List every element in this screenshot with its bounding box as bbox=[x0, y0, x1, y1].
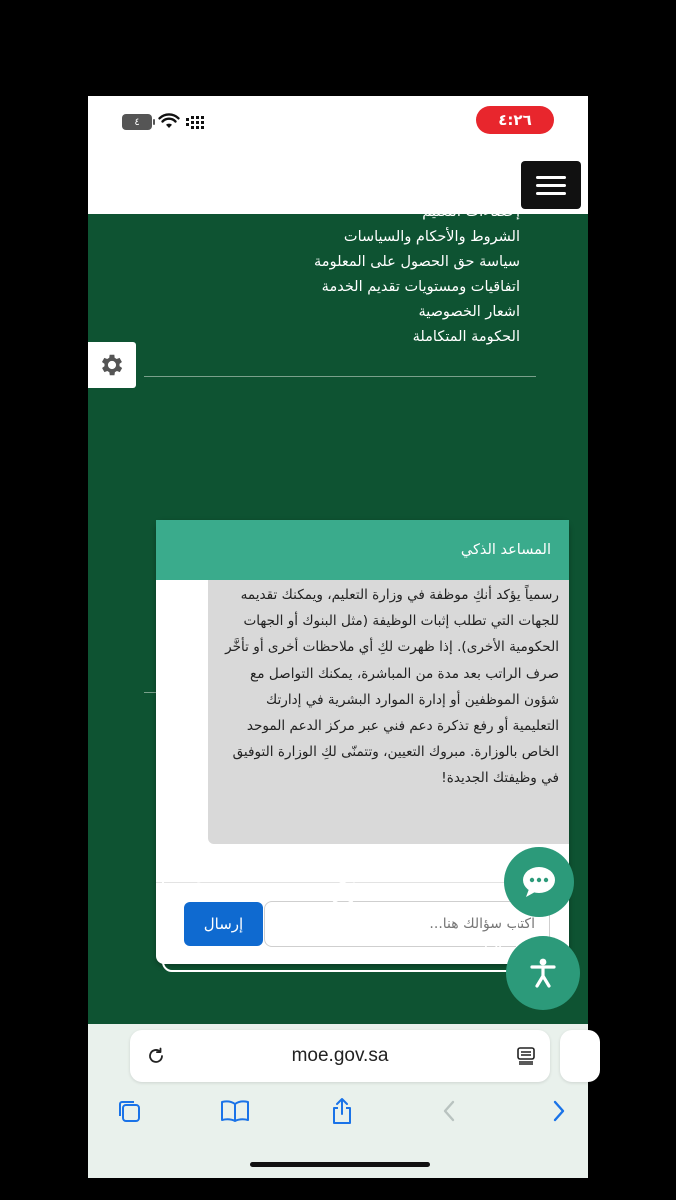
menu-line-icon bbox=[536, 184, 566, 187]
chat-header bbox=[156, 520, 569, 580]
registered-on-label: Registered on bbox=[180, 869, 261, 883]
footer-link-privacy-notice[interactable]: اشعار الخصوصية bbox=[418, 304, 520, 320]
browser-toolbar bbox=[88, 1092, 588, 1132]
status-icons bbox=[122, 114, 206, 130]
footer-links bbox=[314, 204, 520, 350]
accessibility-button[interactable] bbox=[506, 936, 580, 1010]
footer-divider bbox=[144, 376, 536, 377]
send-button[interactable]: إرسال bbox=[184, 902, 263, 946]
footer-link-terms[interactable]: الشروط والأحكام والسياسات bbox=[343, 229, 520, 245]
chat-bubble-icon bbox=[519, 864, 559, 900]
status-bar bbox=[88, 96, 588, 148]
registered-on-label-ar: مسجلة لدى bbox=[441, 868, 498, 882]
chevron-left-icon bbox=[441, 1099, 457, 1123]
chat-messages[interactable] bbox=[156, 580, 569, 882]
back-button[interactable] bbox=[434, 1096, 464, 1126]
battery-icon bbox=[122, 114, 152, 130]
tabs-icon bbox=[116, 1098, 142, 1124]
dga-name-ar: هيئـة الحكومة الرقميـة bbox=[283, 918, 401, 933]
check-circle-icon bbox=[484, 940, 502, 958]
share-button[interactable] bbox=[327, 1096, 357, 1126]
footer-link-education-stats[interactable]: إحصاءات التعليم bbox=[422, 204, 520, 220]
gear-icon bbox=[98, 351, 126, 379]
phone-screen bbox=[88, 96, 588, 1178]
dga-registration-number: 20231207530 bbox=[311, 956, 373, 967]
url-text: moe.gov.sa bbox=[291, 1045, 389, 1066]
tabs-button[interactable] bbox=[114, 1096, 144, 1126]
dga-registration-badge[interactable] bbox=[162, 854, 518, 972]
settings-button[interactable] bbox=[88, 342, 136, 388]
address-bar[interactable] bbox=[130, 1030, 550, 1082]
accessibility-icon bbox=[526, 956, 560, 990]
menu-line-icon bbox=[536, 176, 566, 179]
footer-link-info-access-policy[interactable]: سياسة حق الحصول على المعلومة bbox=[314, 254, 520, 270]
dga-name-en: Digital Government Authority bbox=[281, 936, 403, 947]
battery-level: ٤ bbox=[134, 116, 140, 128]
forward-button[interactable] bbox=[544, 1096, 574, 1126]
chat-title: المساعد الذكي bbox=[460, 542, 551, 558]
hamburger-menu-button[interactable] bbox=[521, 161, 581, 209]
dga-logo-icon bbox=[326, 862, 360, 906]
cellular-signal-icon bbox=[186, 115, 206, 129]
bookmarks-button[interactable] bbox=[220, 1096, 250, 1126]
footer-section bbox=[88, 204, 588, 1024]
next-tab-preview[interactable] bbox=[560, 1030, 600, 1082]
chevron-right-icon bbox=[551, 1099, 567, 1123]
reader-mode-icon[interactable] bbox=[516, 1047, 536, 1065]
book-icon bbox=[220, 1099, 250, 1123]
bot-message: رسمياً يؤكد أنكِ موظفة في وزارة التعليم، ويمكنك تقديمه للجهات التي تطلب إثبات الوظيفة (مثل البنوك أو الجهات الحكومية الأخرى). إذا ظهرت لكِ أي ملاحظات أخرى أو تأخَّر صرف الراتب بعد مدة من المباشرة، يمكنك التواصل مع شؤون الموظفين أو إدارة الموارد البشرية في إدارتك التعليمية أو رفع تذكرة دعم فني عبر مركز الدعم الموحد الخاص بالوزارة. مبروك التعيين، وتتمنّى لكِ الوزارة التوفيق في وظيفتك الجديدة! bbox=[208, 580, 569, 844]
footer-link-service-agreements[interactable]: اتفاقيات ومستويات تقديم الخدمة bbox=[321, 279, 520, 295]
chat-toggle-button[interactable] bbox=[504, 847, 574, 917]
menu-line-icon bbox=[536, 192, 566, 195]
safari-browser-chrome bbox=[88, 1024, 588, 1178]
wifi-icon bbox=[158, 114, 180, 130]
status-time: ٤:٢٦ bbox=[476, 106, 554, 134]
share-icon bbox=[330, 1097, 354, 1125]
home-indicator[interactable] bbox=[250, 1162, 430, 1167]
footer-link-integrated-government[interactable]: الحكومة المتكاملة bbox=[412, 329, 520, 345]
